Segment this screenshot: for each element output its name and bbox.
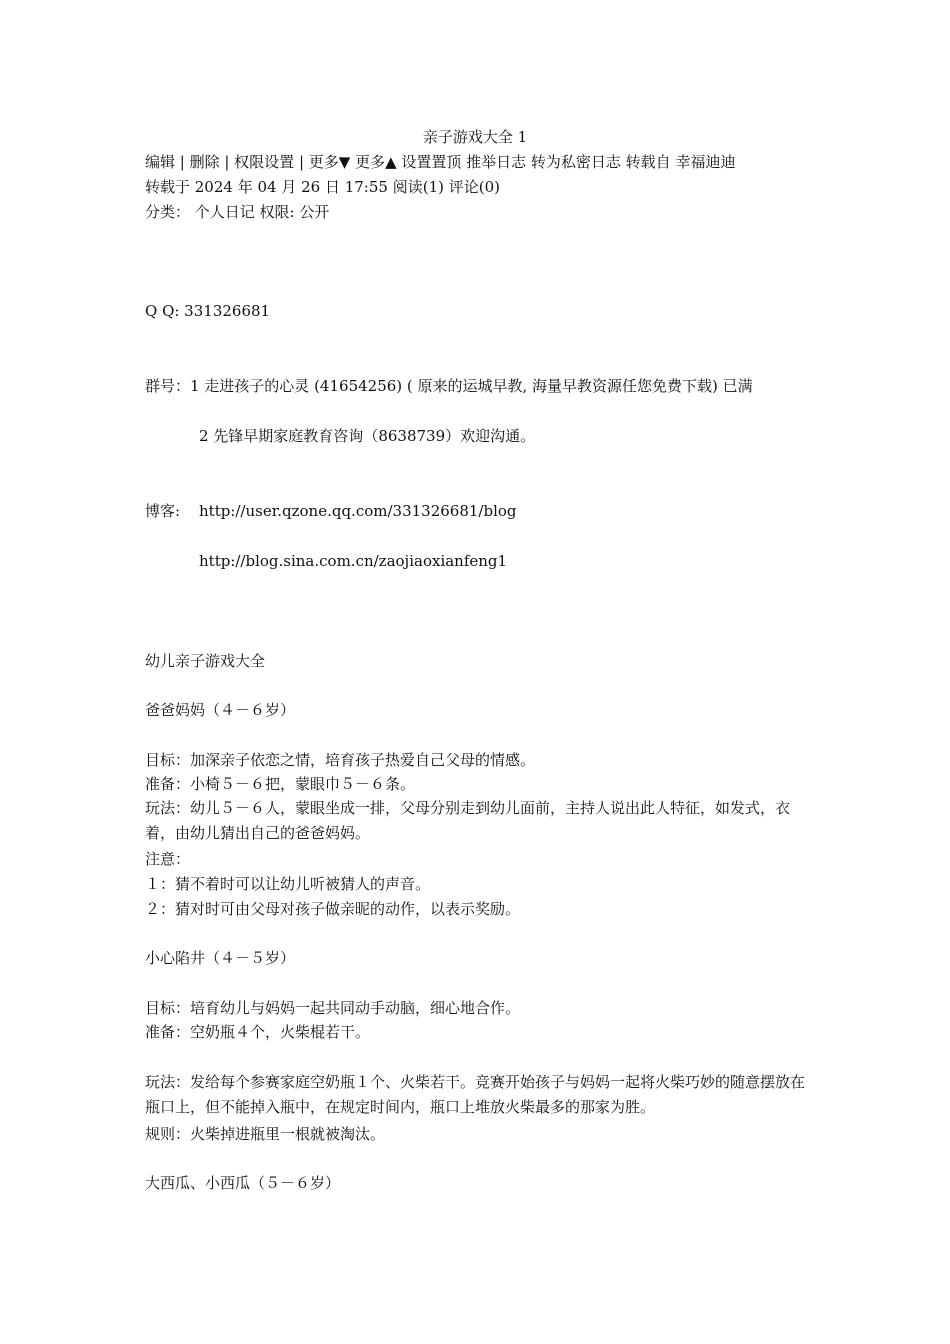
- game2-prep: 准备：空奶瓶４个，火柴棍若干。: [145, 1023, 371, 1041]
- page-title: 亲子游戏大全 1: [422, 128, 528, 146]
- game2-rule: 规则：火柴掉进瓶里一根就被淘汰。: [145, 1125, 386, 1143]
- blog-link-sina[interactable]: http://blog.sina.com.cn/zaojiaoxianfeng1: [199, 552, 508, 570]
- qq-number: Q Q: 331326681: [145, 302, 271, 320]
- game2-play: 玩法：发给每个参赛家庭空奶瓶１个、火柴若干。竞赛开始孩子与妈妈一起将火柴巧妙的随意摆放在瓶口上，但不能掉入瓶中，在规定时间内，瓶口上堆放火柴最多的那家为胜。: [145, 1073, 806, 1116]
- game1-play: 玩法：幼儿５－６人，蒙眼坐成一排，父母分别走到幼儿面前，主持人说出此人特征，如发式，衣着，由幼儿猜出自己的爸爸妈妈。: [145, 799, 791, 842]
- game2-goal: 目标：培育幼儿与妈妈一起共同动手动脑，细心地合作。: [145, 999, 521, 1017]
- game1-title: 爸爸妈妈（４－６岁）: [145, 701, 296, 719]
- post-meta: 转载于 2024 年 04 月 26 日 17:55 阅读(1) 评论(0): [145, 178, 500, 196]
- action-bar[interactable]: 编辑 | 删除 | 权限设置 | 更多▼ 更多▲ 设置置顶 推举日志 转为私密日志 转载自 幸福迪迪: [145, 153, 736, 171]
- game1-note-2: ２：猜对时可由父母对孩子做亲昵的动作，以表示奖励。: [145, 900, 521, 918]
- game3-title: 大西瓜、小西瓜（５－６岁）: [145, 1174, 341, 1192]
- game2-title: 小心陷井（４－５岁）: [145, 949, 296, 967]
- article-heading: 幼儿亲子游戏大全: [145, 652, 266, 670]
- game1-goal: 目标：加深亲子依恋之情，培育孩子热爱自己父母的情感。: [145, 751, 536, 769]
- blog-link-qzone[interactable]: http://user.qzone.qq.com/331326681/blog: [199, 502, 517, 520]
- category-line: 分类： 个人日记 权限: 公开: [145, 203, 330, 221]
- blog-label: 博客:: [145, 502, 181, 520]
- game1-note-label: 注意：: [145, 850, 191, 868]
- group-line-1: 群号：1 走进孩子的心灵 (41654256) ( 原来的运城早教, 海量早教资源任您免费下载) 已满: [145, 377, 753, 395]
- game1-prep: 准备：小椅５－６把，蒙眼巾５－６条。: [145, 775, 416, 793]
- group-line-2: 2 先锋早期家庭教育咨询（8638739）欢迎沟通。: [199, 427, 536, 445]
- game1-note-1: １：猜不着时可以让幼儿听被猜人的声音。: [145, 875, 431, 893]
